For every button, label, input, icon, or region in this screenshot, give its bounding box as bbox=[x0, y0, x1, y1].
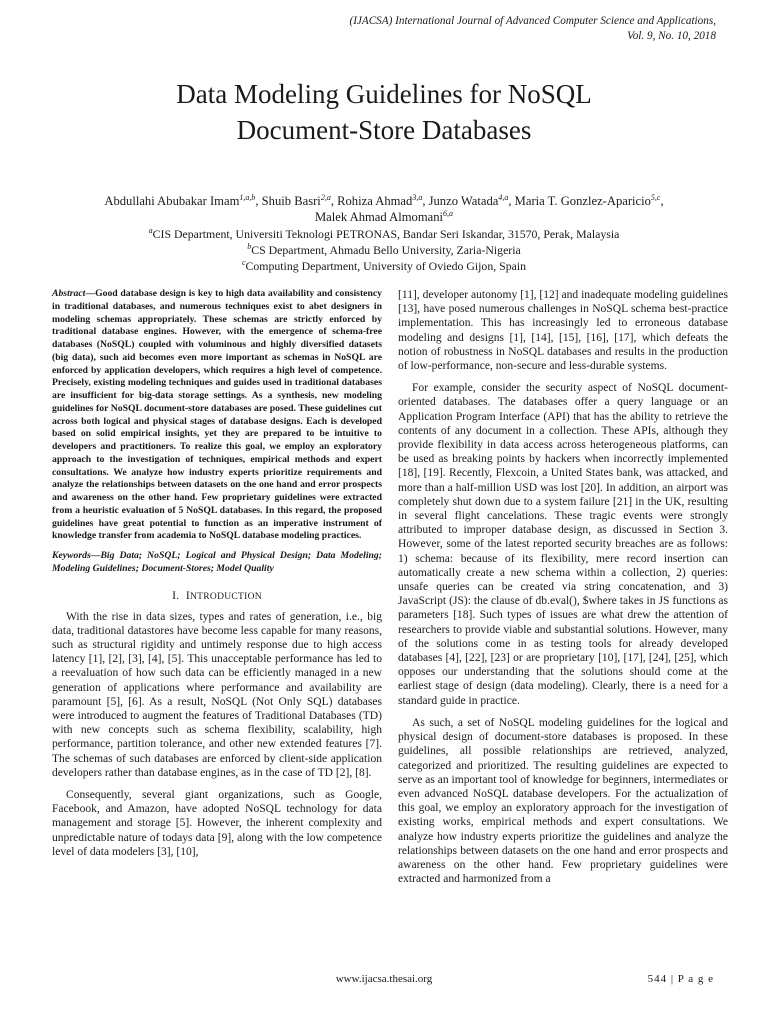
paragraph: For example, consider the security aspect of NoSQL document-oriented databases. The databases offer a query language or an Application Program Interface (API) that has the ability to retrieve the contents of any document in a collection. These APIs, although they provide flexibility in data access across heterogeneous platforms, can be used as breaking points by hackers when incorrectly implemented [18], [19]. Recently, Flexcoin, a United States bank, was attacked, and more than a half-million USD was lost [20]. In addition, an airport was completely shut down due to a system failure [21] in the UK, resulting in several flight cancelations. These tragic events were strongly attributed to improper database design, as discussed in Section 3. However, some of the latest reported security breaches are as follows: 1) schema: because of its flexibility, mere record insertion can automatically create a new schema within a collection, 2) queries: unsafe queries can be created via string concatenation, and 3) JavaScript (JS): the clause of db.eval(), $where takes in JS functions as parameters [18]. Such types of issues are what drew the attention of researchers to provide viable and substantial solutions. However, many of the solutions come in as testing tools for already developed databases [4], [22], [23] or are proprietary [10], [17], [24], [25], which opposes our understanding that the solutions should come at the earliest stage of design (data modeling). Clearly, there is a need for a standard guide in practice. bbox=[398, 382, 728, 707]
page-number: 544 | P a g e bbox=[647, 973, 714, 985]
paragraph: As such, a set of NoSQL modeling guidelines for the logical and physical design of document-store databases is proposed. In these guidelines, all possible relationships are retrieved, analyzed, categorized and prioritized. The resulting guidelines are expected to serve as an important tool of knowledge for beginners, intermediates or even advanced NoSQL database developers. For the actualization of this goal, we employ an exploratory approach for the investigation of existing works, empirical methods and expert consultations. We analyze how industry experts prioritize the guidelines and analyze the relationships between datasets on the one hand and error prospects and awareness on the other hand. Few proprietary guidelines were extracted and harmonized from a bbox=[398, 716, 728, 886]
affiliation-a: $^a$CIS Department, Universiti Teknologi PETRONAS, Bandar Seri Iskandar, 31570, Perak, Malaysia bbox=[148, 226, 620, 241]
abstract-text: —Good database design is key to high data availability and consistency in traditional databases, and numerous techniques exist to abet designers in modeling schemas appropriately. These schemas are strictly enforced by traditional database engines. However, with the emergence of schema-free databases (NoSQL) coupled with voluminous and highly diversified datasets (big data), such aid becomes even more important as schemas in NoSQL are enforced by application developers, which requires a high level of competence. Precisely, existing modeling techniques and guides used in traditional databases are insufficient for big-data storage settings. As a synthesis, new modeling guidelines for NoSQL document-store databases are posed. These guidelines cut across both logical and physical stages of database designs. Each is developed based on solid empirical insights, yet they are prepared to be intuitive to developers and practitioners. To realize this goal, we employ an exploratory approach to the investigation of techniques, empirical methods and expert consultations. We analyze how industry experts prioritize requirements and analyze the relationships between datasets on the one hand and error prospects and awareness on the other hand. Few proprietary guidelines were extracted from a heuristic evaluation of 5 NoSQL databases. In this regard, the proposed guidelines have great potential to function as an imperative instrument of knowledge transfer from academia to NoSQL database modeling practices. bbox=[52, 288, 382, 542]
author: Abdullahi Abubakar Imam$^{1,a,b}$, bbox=[104, 193, 262, 208]
keywords: Keywords—Big Data; NoSQL; Logical and Physical Design; Data Modeling; Modeling Guidelines; Document-Stores; Model Quality bbox=[52, 550, 382, 574]
paper-title bbox=[0, 76, 768, 148]
author: Rohiza Ahmad$^{3,a}$, bbox=[337, 193, 429, 208]
author-list bbox=[40, 193, 728, 225]
author: Malek Ahmad Almomani$^{6,a}$ bbox=[314, 209, 454, 224]
paragraph: With the rise in data sizes, types and rates of generation, i.e., big data, traditional datastores have become less capable for many reasons, such as structural rigidity and untimely response due to high access latency [1], [2], [3], [4], [5]. This unacceptable performance has led to a reevaluation of how such data can be efficiently managed in a new generation of applications where performance and availability are paramount [5], [6]. As a result, NoSQL (Not Only SQL) databases were introduced to augment the features of Traditional Databases (TD) with new concepts such as schema flexibility, scalability, high performance, partition tolerance, and other new extended features [7]. The schemas of such databases are enforced by client-side application developers rather than database engines, as in the case of TD [2], [8]. bbox=[52, 610, 382, 779]
author: Shuib Basri$^{2,a}$, bbox=[261, 193, 338, 208]
left-column bbox=[52, 288, 382, 859]
journal-header bbox=[349, 14, 716, 44]
affiliation-b: $^b$CS Department, Ahmadu Bello University, Zaria-Nigeria bbox=[247, 242, 521, 257]
affiliation-c: $^c$Computing Department, University of Oviedo Gijon, Spain bbox=[241, 258, 527, 273]
section-heading-introduction: I. INTRODUCTION bbox=[172, 588, 262, 602]
paragraph: [11], developer autonomy [1], [12] and inadequate modeling guidelines [13], have posed numerous challenges in NoSQL schema best-practice implementation. This has increasingly led to erroneous database modeling and designs [1], [14], [15], [16], [17], which defeats the notion of robustness in NoSQL databases and results in the production of low-performance, non-secure and less-durable systems. bbox=[398, 289, 728, 373]
paragraph: Consequently, several giant organizations, such as Google, Facebook, and Amazon, have adopted NoSQL technology for data management and storage [5]. However, the inherent complexity and unpredictable nature of todays data [9], along with the low competence level of data modelers [3], [10], bbox=[52, 788, 382, 858]
abstract bbox=[52, 288, 382, 543]
author: Maria T. Gonzlez-Aparicio$^{5,c}$, bbox=[514, 193, 664, 208]
journal-volume: Vol. 9, No. 10, 2018 bbox=[627, 30, 716, 42]
footer-url: www.ijacsa.thesai.org bbox=[335, 973, 433, 985]
journal-name: (IJACSA) International Journal of Advanced Computer Science and Applications, bbox=[349, 15, 716, 27]
abstract-label: Abstract bbox=[52, 288, 86, 299]
author: Junzo Watada$^{4,a}$, bbox=[428, 193, 515, 208]
right-column bbox=[398, 288, 728, 886]
paper-title-line-2: Document-Store Databases bbox=[236, 115, 532, 145]
paper-title-line-1: Data Modeling Guidelines for NoSQL bbox=[176, 79, 592, 109]
